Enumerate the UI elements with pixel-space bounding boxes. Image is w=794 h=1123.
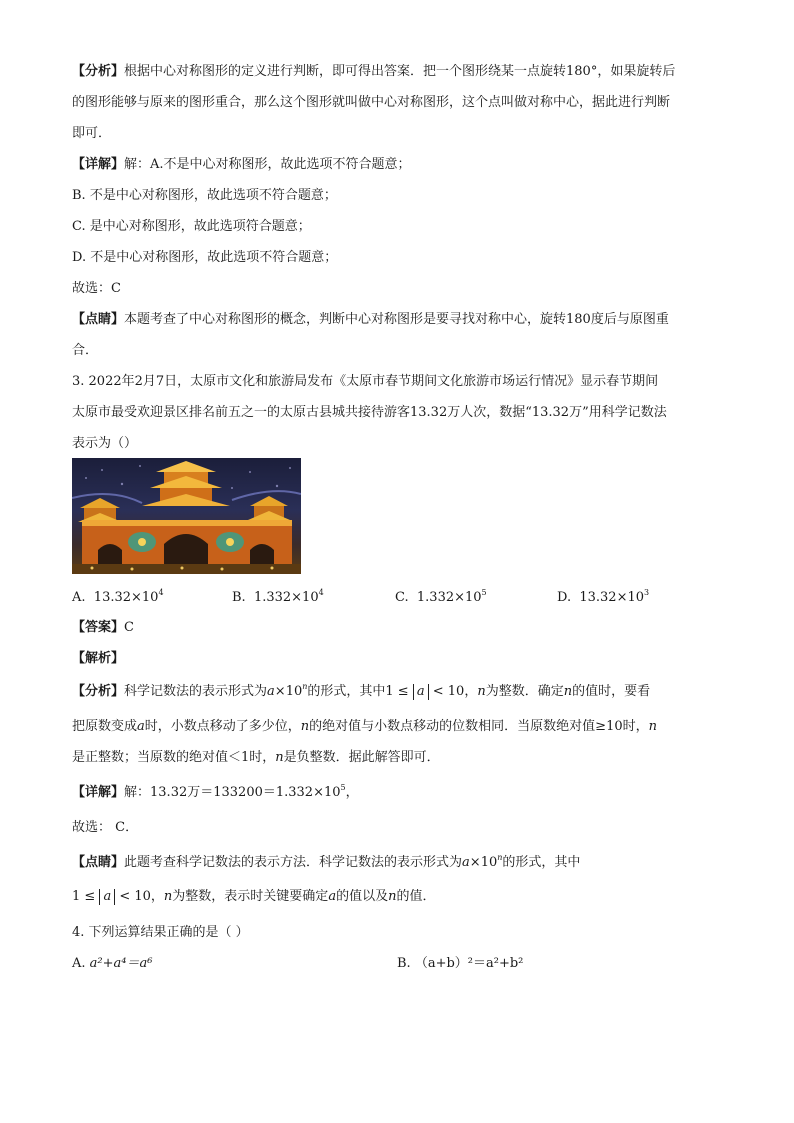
option-a-label: A. [72,590,86,605]
q4-option-a-expr: a²+a⁴＝a⁶ [89,956,153,971]
q2-comment-line-2: 合． [72,343,99,358]
option-d[interactable] [557,588,649,608]
analysis-text: 是负整数．据此解答即可． [283,750,440,765]
answer-tag: 【答案】 [72,620,125,635]
q3-analysis-line-2 [72,717,732,737]
q3-comment-line-1 [72,853,732,873]
q2-choose: 故选：C [72,281,121,296]
option-a-value: 13.32×10 [93,590,159,605]
option-c[interactable] [395,588,557,608]
var-n: n [563,684,573,699]
q3-solution-tag: 【解析】 [72,651,125,666]
analysis-text: 根据中心对称图形的定义进行判断，即可得出答案．把一个图形绕某一点旋转180°，如果旋转后 [124,64,676,79]
option-c-value: 1.332×10 [416,590,482,605]
range-left: 1 ≤ [72,889,96,904]
var-n: n [648,719,657,734]
comment-text: 本题考查了中心对称图形的概念，判断中心对称图形是要寻找对称中心，旋转180度后与原图重 [124,312,669,327]
option-d-label: D. [557,590,572,605]
detail-end: ， [345,785,359,800]
option-c-exp: 5 [481,588,487,597]
comment-tag: 【点睛】 [72,855,125,870]
q3-options [72,588,732,608]
analysis-tag: 【分析】 [72,684,125,699]
var-n: n [300,719,310,734]
range-right: < 10， [119,889,164,904]
range-right: < 10， [432,684,478,699]
var-a: a [137,719,145,734]
analysis-tag: 【分析】 [72,64,125,79]
q4-stem: 4. 下列运算结果正确的是（ ） [72,925,249,940]
detail-exp: 5 [340,783,346,792]
q4-option-b-expr: （a+b）²＝a²+b² [414,956,524,971]
q2-detail-line [72,155,732,175]
option-b-value: 1.332×10 [253,590,319,605]
expr-n: n [302,682,308,691]
option-b[interactable] [232,588,395,608]
q4-option-b[interactable] [397,954,523,974]
analysis-text: 科学记数法的表示形式为 [124,684,268,699]
range-left: 1 ≤ [385,684,409,699]
q2-detail-b: B. 不是中心对称图形，故此选项不符合题意； [72,188,337,203]
var-n: n [275,750,284,765]
detail-a-text: 解：A.不是中心对称图形，故此选项不符合题意； [124,157,411,172]
option-c-label: C. [395,590,409,605]
q2-analysis-line-2: 的图形能够与原来的图形重合，那么这个图形就叫做中心对称图形，这个点叫做对称中心，据此进行判断 [72,95,671,110]
var-n: n [477,684,486,699]
expr-n: n [497,853,503,862]
q3-detail-line [72,783,732,803]
option-d-value: 13.32×10 [579,590,645,605]
option-b-exp: 4 [318,588,324,597]
expr-a: a [462,855,470,870]
q4-option-b-label: B. [397,956,415,971]
expr-a: a [267,684,275,699]
comment-text: 为整数，表示时关键要确定 [172,889,329,904]
abs-a: a [413,684,429,700]
comment-text: 的值． [396,889,436,904]
var-n: n [388,889,397,904]
q3-choose: 故选： C． [72,820,139,835]
q2-comment-line [72,310,732,330]
comment-text: 的形式，其中 [502,855,581,870]
q2-detail-d: D. 不是中心对称图形，故此选项不符合题意； [72,250,338,265]
document-page [72,62,732,974]
q3-stem-line-3: 表示为（） [72,436,138,451]
q3-analysis-line-1 [72,682,732,702]
answer-value: C [124,620,134,635]
option-a[interactable] [72,588,232,608]
analysis-text: 为整数．确定 [485,684,564,699]
detail-tag: 【详解】 [72,785,125,800]
q4-option-a[interactable] [72,954,397,974]
comment-text: 此题考查科学记数法的表示方法．科学记数法的表示形式为 [124,855,463,870]
var-n: n [163,889,173,904]
expr-times: ×10 [469,855,498,870]
analysis-text: 时，小数点移动了多少位， [144,719,301,734]
lantern-gate-illustration [72,458,301,574]
q4-option-a-label: A. [72,956,90,971]
analysis-text: 是正整数；当原数的绝对值＜1时， [72,750,276,765]
option-b-label: B. [232,590,246,605]
option-d-exp: 3 [644,588,650,597]
q2-analysis-line [72,62,732,82]
gate-photo [72,458,301,574]
analysis-text: 的值时，要看 [572,684,651,699]
comment-text: 的值以及 [336,889,389,904]
option-a-exp: 4 [158,588,164,597]
q3-analysis-line-3 [72,748,732,768]
detail-text: 解：13.32万＝133200＝1.332×10 [124,785,341,800]
abs-a: a [99,889,115,905]
expr-times: ×10 [274,684,303,699]
var-a: a [328,889,337,904]
analysis-text: 把原数变成 [72,719,138,734]
q3-answer-line [72,618,732,638]
q4-options [72,954,732,974]
q2-analysis-line-3: 即可． [72,126,112,141]
q3-comment-line-2 [72,887,732,907]
comment-tag: 【点睛】 [72,312,125,327]
analysis-text: 的形式，其中 [307,684,386,699]
analysis-text: 的绝对值与小数点移动的位数相同．当原数绝对值≥10时， [309,719,649,734]
detail-tag: 【详解】 [72,157,125,172]
q3-stem-line-1: 3. 2022年2月7日，太原市文化和旅游局发布《太原市春节期间文化旅游市场运行情况》显示春节期间 [72,374,659,389]
q3-stem-line-2: 太原市最受欢迎景区排名前五之一的太原古县城共接待游客13.32万人次，数据“13.32万”用科学记数法 [72,405,667,420]
q2-detail-c: C. 是中心对称图形，故此选项符合题意； [72,219,311,234]
